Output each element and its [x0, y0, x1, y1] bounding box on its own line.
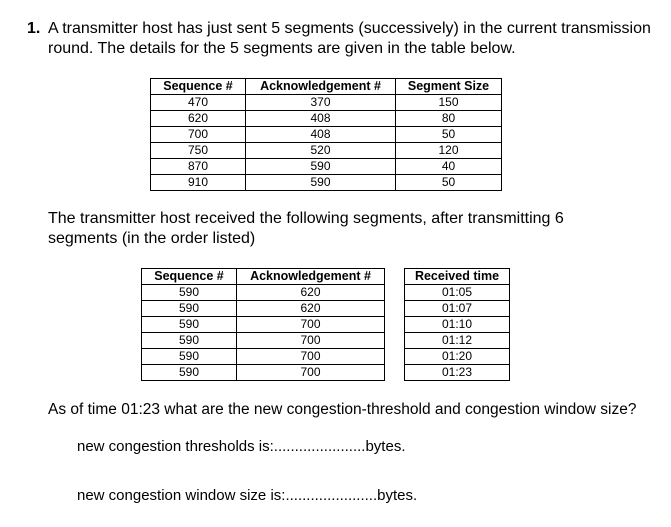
column-header-acknowledgement: Acknowledgement #	[246, 79, 396, 95]
segment-size-cell: 120	[396, 143, 502, 159]
received-time-cell: 01:23	[405, 365, 510, 381]
table-row	[151, 159, 502, 175]
table-row	[151, 143, 502, 159]
received-time-cell: 01:07	[405, 301, 510, 317]
sequence-cell: 590	[142, 285, 237, 301]
segments-sent-table	[150, 78, 502, 191]
table-row	[405, 285, 510, 301]
table-row	[405, 317, 510, 333]
received-time-cell: 01:05	[405, 285, 510, 301]
received-time-cell: 01:12	[405, 333, 510, 349]
table-row	[405, 301, 510, 317]
acknowledgement-cell: 590	[246, 175, 396, 191]
table-row	[151, 127, 502, 143]
table-row	[151, 111, 502, 127]
column-header-acknowledgement: Acknowledgement #	[237, 269, 385, 285]
received-time-cell: 01:20	[405, 349, 510, 365]
question-text-line-2: round. The details for the 5 segments are given in the table below.	[48, 40, 516, 57]
table-row	[142, 365, 385, 381]
segments-received-table	[141, 268, 385, 381]
question-text-line-1: A transmitter host has just sent 5 segments (successively) in the current transmission	[48, 20, 651, 37]
column-header-received-time: Received time	[405, 269, 510, 285]
column-header-segment-size: Segment Size	[396, 79, 502, 95]
received-time-table	[404, 268, 510, 381]
sequence-cell: 700	[151, 127, 246, 143]
acknowledgement-cell: 620	[237, 301, 385, 317]
table-row	[405, 365, 510, 381]
segment-size-cell: 50	[396, 175, 502, 191]
acknowledgement-cell: 700	[237, 333, 385, 349]
acknowledgement-cell: 408	[246, 127, 396, 143]
table-row	[405, 333, 510, 349]
table-header-row	[405, 269, 510, 285]
threshold-answer-line: new congestion thresholds is:......................bytes.	[77, 438, 406, 455]
acknowledgement-cell: 620	[237, 285, 385, 301]
sequence-cell: 910	[151, 175, 246, 191]
table-row	[142, 301, 385, 317]
sequence-cell: 590	[142, 317, 237, 333]
congestion-question: As of time 01:23 what are the new congestion-threshold and congestion window size?	[48, 401, 637, 418]
table-row	[142, 317, 385, 333]
table-row	[405, 349, 510, 365]
segment-size-cell: 40	[396, 159, 502, 175]
table-header-row	[151, 79, 502, 95]
sequence-cell: 590	[142, 365, 237, 381]
sequence-cell: 620	[151, 111, 246, 127]
segment-size-cell: 80	[396, 111, 502, 127]
table-row	[151, 95, 502, 111]
acknowledgement-cell: 520	[246, 143, 396, 159]
sequence-cell: 590	[142, 301, 237, 317]
acknowledgement-cell: 700	[237, 317, 385, 333]
sequence-cell: 870	[151, 159, 246, 175]
segment-size-cell: 150	[396, 95, 502, 111]
table-row	[142, 349, 385, 365]
column-header-sequence: Sequence #	[151, 79, 246, 95]
table-row	[142, 333, 385, 349]
question-number: 1.	[27, 20, 41, 37]
column-header-sequence: Sequence #	[142, 269, 237, 285]
received-text-line-2: segments (in the order listed)	[48, 230, 256, 247]
sequence-cell: 470	[151, 95, 246, 111]
received-text-line-1: The transmitter host received the following segments, after transmitting 6	[48, 210, 564, 227]
sequence-cell: 750	[151, 143, 246, 159]
table-row	[142, 285, 385, 301]
acknowledgement-cell: 700	[237, 365, 385, 381]
acknowledgement-cell: 700	[237, 349, 385, 365]
window-size-answer-line: new congestion window size is:......................bytes.	[77, 487, 418, 504]
sequence-cell: 590	[142, 349, 237, 365]
acknowledgement-cell: 408	[246, 111, 396, 127]
received-time-cell: 01:10	[405, 317, 510, 333]
acknowledgement-cell: 590	[246, 159, 396, 175]
sequence-cell: 590	[142, 333, 237, 349]
segment-size-cell: 50	[396, 127, 502, 143]
table-header-row	[142, 269, 385, 285]
acknowledgement-cell: 370	[246, 95, 396, 111]
table-row	[151, 175, 502, 191]
